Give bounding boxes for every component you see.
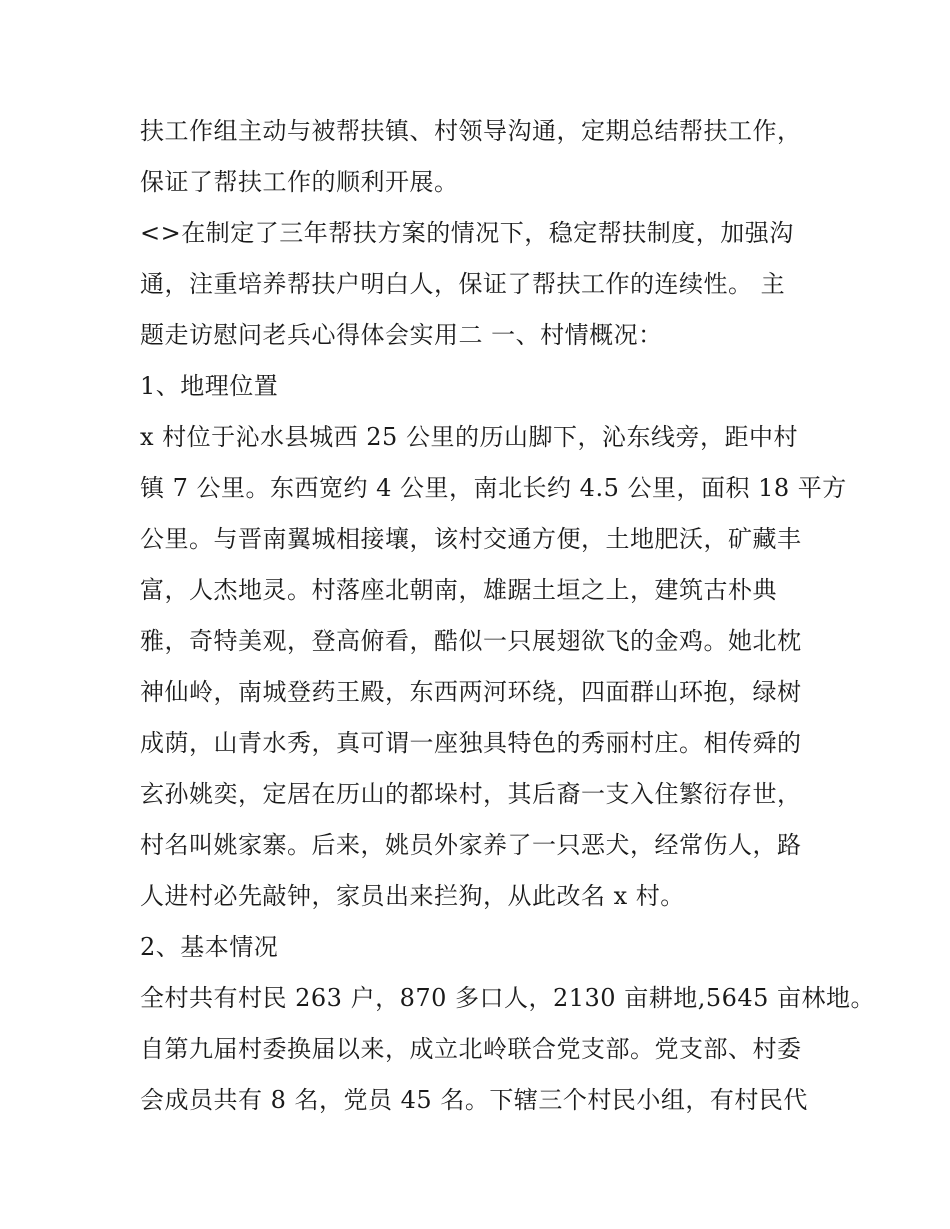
text-line: 通，注重培养帮扶户明白人，保证了帮扶工作的连续性。 主	[140, 270, 786, 298]
text-line: 成荫，山青水秀，真可谓一座独具特色的秀丽村庄。相传舜的	[140, 729, 802, 757]
text-line: 会成员共有 8 名，党员 45 名。下辖三个村民小组，有村民代	[140, 1086, 808, 1114]
text-line: 雅，奇特美观，登高俯看，酷似一只展翅欲飞的金鸡。她北枕	[140, 627, 802, 655]
section-heading: 2、基本情况	[140, 933, 279, 961]
section-heading: 1、地理位置	[140, 372, 279, 400]
document-body	[140, 106, 876, 1126]
text-line: 富，人杰地灵。村落座北朝南，雄踞土垣之上，建筑古朴典	[140, 576, 777, 604]
text-line: 全村共有村民 263 户，870 多口人，2130 亩耕地,5645 亩林地。	[140, 984, 876, 1012]
text-line: <>在制定了三年帮扶方案的情况下，稳定帮扶制度，加强沟	[140, 219, 794, 247]
text-line: 扶工作组主动与被帮扶镇、村领导沟通，定期总结帮扶工作，	[140, 117, 802, 145]
text-line: 题走访慰问老兵心得体会实用二 一、村情概况：	[140, 321, 663, 349]
text-line: 保证了帮扶工作的顺利开展。	[140, 168, 459, 196]
text-line: 人进村必先敲钟，家员出来拦狗，从此改名 x 村。	[140, 882, 685, 910]
text-line: 自第九届村委换届以来，成立北岭联合党支部。党支部、村委	[140, 1035, 802, 1063]
text-line: 镇 7 公里。东西宽约 4 公里，南北长约 4.5 公里，面积 18 平方	[140, 474, 847, 502]
text-line: x 村位于沁水县城西 25 公里的历山脚下，沁东线旁，距中村	[140, 423, 798, 451]
text-line: 村名叫姚家寨。后来，姚员外家养了一只恶犬，经常伤人，路	[140, 831, 802, 859]
text-line: 玄孙姚奕，定居在历山的都垛村，其后裔一支入住繁衍存世，	[140, 780, 802, 808]
text-line: 公里。与晋南翼城相接壤，该村交通方便，土地肥沃，矿藏丰	[140, 525, 802, 553]
text-line: 神仙岭，南城登药王殿，东西两河环绕，四面群山环抱，绿树	[140, 678, 802, 706]
